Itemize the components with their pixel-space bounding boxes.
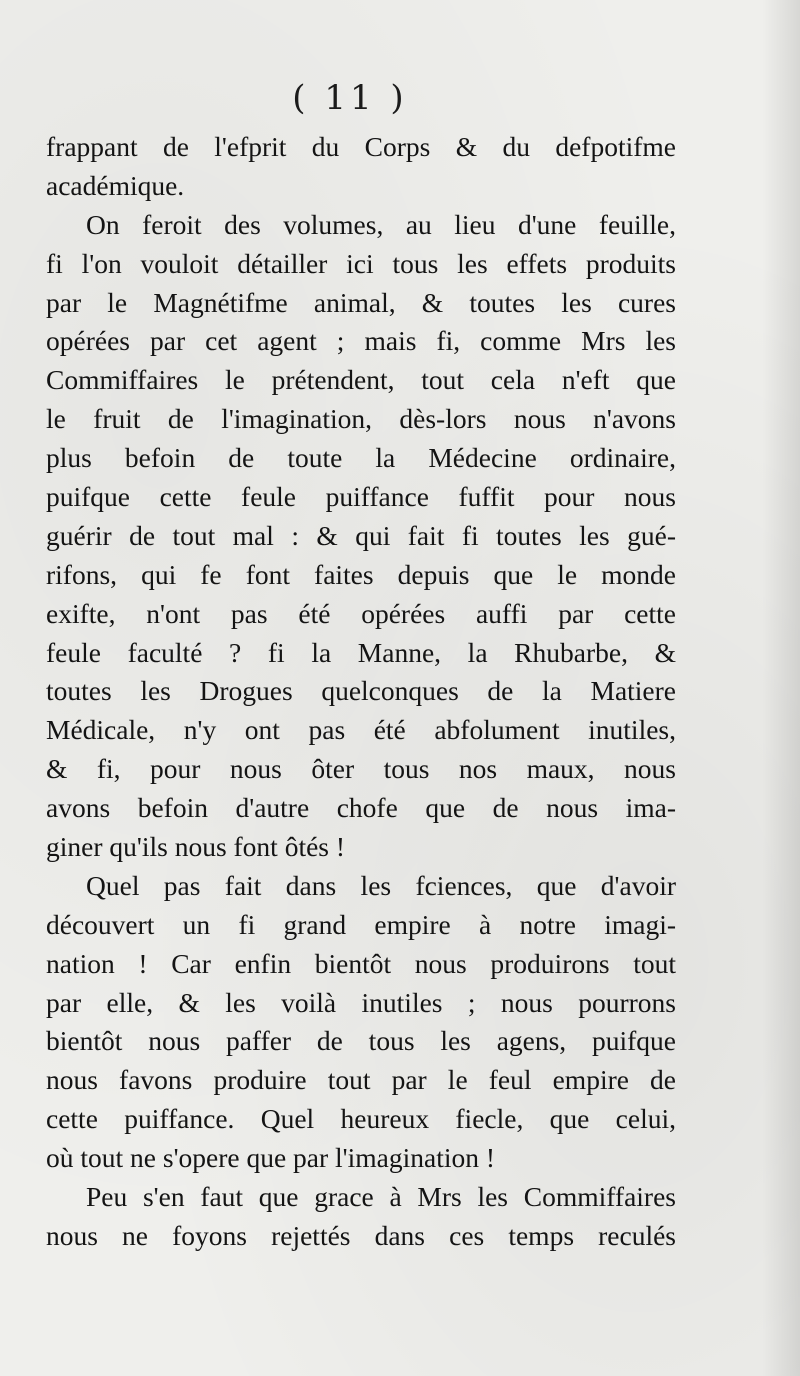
text-line: toutes les Drogues quelconques de la Matiere xyxy=(46,675,676,707)
text-line: le fruit de l'imagination, dès-lors nous n'avons xyxy=(46,403,676,435)
text-line: bientôt nous paffer de tous les agens, puifque xyxy=(46,1025,676,1057)
text-line: guérir de tout mal : & qui fait fi toutes les gué- xyxy=(46,519,676,551)
text-line: cette puiffance. Quel heureux fiecle, que celui, xyxy=(46,1103,676,1135)
text-line: puifque cette feule puiffance fuffit pour nous xyxy=(46,481,676,513)
text-line: giner qu'ils nous font ôtés ! xyxy=(46,831,346,863)
text-line: fi l'on vouloit détailler ici tous les effets produits xyxy=(46,247,676,279)
text-line: plus befoin de toute la Médecine ordinaire, xyxy=(46,442,676,474)
text-line: par le Magnétifme animal, & toutes les cures xyxy=(46,286,676,318)
text-line: frappant de l'efprit du Corps & du defpotifme xyxy=(46,131,676,162)
text-line: découvert un fi grand empire à notre imagi- xyxy=(46,908,676,940)
text-line: nous ne foyons rejettés dans ces temps reculés xyxy=(46,1219,676,1251)
text-line: par elle, & les voilà inutiles ; nous pourrons xyxy=(46,986,676,1018)
text-line: On feroit des volumes, au lieu d'une feuille, xyxy=(86,208,676,240)
text-line: exifte, n'ont pas été opérées auffi par cette xyxy=(46,597,676,629)
text-line: avons befoin d'autre chofe que de nous ima- xyxy=(46,792,676,824)
text-line: opérées par cet agent ; mais fi, comme Mrs les xyxy=(46,325,676,357)
text-line: où tout ne s'opere que par l'imagination ! xyxy=(46,1142,496,1174)
text-line: Peu s'en faut que grace à Mrs les Commiffaires xyxy=(86,1181,676,1213)
text-line: rifons, qui fe font faites depuis que le monde xyxy=(46,558,676,590)
text-line: & fi, pour nous ôter tous nos maux, nous xyxy=(46,753,676,785)
page-edge-shadow xyxy=(762,0,800,1376)
text-line: Commiffaires le prétendent, tout cela n'eft que xyxy=(46,364,676,396)
text-line: Quel pas fait dans les fciences, que d'avoir xyxy=(86,869,676,901)
text-line: nation ! Car enfin bientôt nous produirons tout xyxy=(46,947,676,979)
text-line: nous favons produire tout par le feul empire de xyxy=(46,1064,676,1096)
text-line: Médicale, n'y ont pas été abfolument inutiles, xyxy=(46,714,676,746)
body-text xyxy=(46,128,676,1256)
text-line: feule faculté ? fi la Manne, la Rhubarbe, & xyxy=(46,636,676,668)
page-number: ( 11 ) xyxy=(292,78,408,118)
text-line: académique. xyxy=(46,169,185,201)
